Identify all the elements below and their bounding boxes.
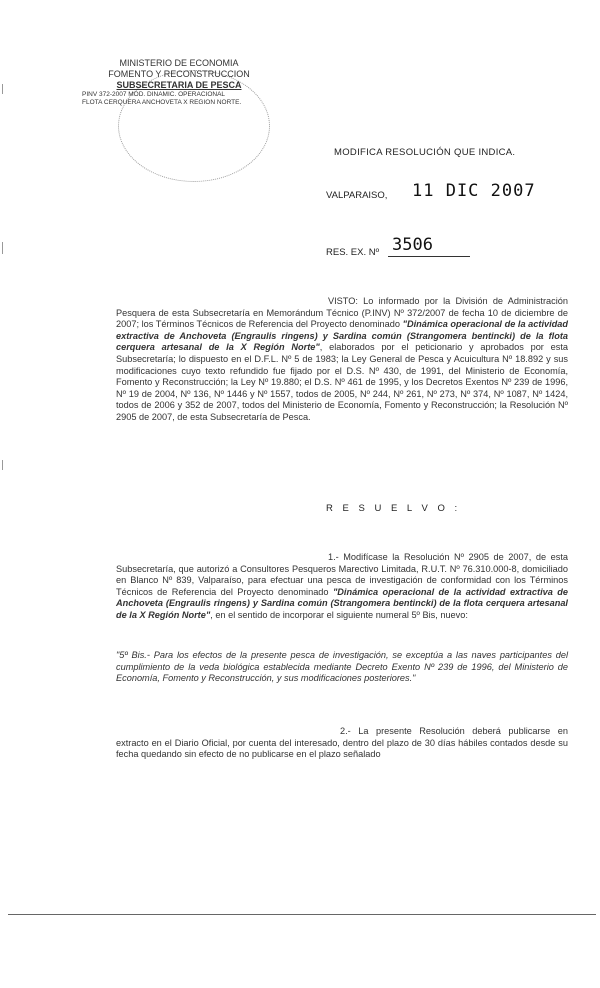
stamp-small-line: FLOTA CERQUERA ANCHOVETA X REGION NORTE. xyxy=(82,99,242,106)
margin-mark xyxy=(2,460,3,470)
resolution-underline xyxy=(388,256,470,257)
document-date-stamp: 11 DIC 2007 xyxy=(412,181,536,201)
resuelvo-heading: R E S U E L V O : xyxy=(326,503,461,514)
resuelvo-item-2: 2.- La presente Resolución deberá publicarse en extracto en el Diario Oficial, por cuenta del interesado, dentro del plazo de 30 días hábiles contados desde su fecha quedando sin efecto de no publicarse en el plazo señalado xyxy=(116,726,568,760)
stamp-small-line: PINV 372-2007 MOD. DINAMIC. OPERACIONAL xyxy=(82,91,226,98)
document-subject: MODIFICA RESOLUCIÓN QUE INDICA. xyxy=(334,147,516,158)
document-place: VALPARAISO, xyxy=(326,190,388,201)
margin-mark xyxy=(2,84,3,94)
visto-text: Lo informado por la División de Administración Pesquera de esta Subsecretaría en Memorándum Técnico (P.INV) Nº 372/2007 de fecha 10 de diciembre de 2007; los Términos Técnicos de Referencia del Proyecto denominado xyxy=(116,296,568,330)
visto-paragraph xyxy=(116,296,568,424)
resolution-number: 3506 xyxy=(392,235,433,255)
stamp-line: MINISTERIO DE ECONOMIA xyxy=(119,58,239,68)
page-footer-rule xyxy=(8,914,596,915)
resuelvo-item-1 xyxy=(116,552,568,622)
item1-project-title: "Dinámica operacional de la actividad extractiva de Anchoveta (Engraulis ringens) y Sardina común (Strangomera bentincki) de la flota cerquera artesanal de la X Región Norte" xyxy=(116,586,568,620)
resolution-label: RES. EX. Nº xyxy=(326,247,380,258)
margin-mark xyxy=(2,242,3,254)
stamp-line: FOMENTO Y RECONSTRUCCION xyxy=(108,69,250,79)
visto-lead: VISTO: xyxy=(328,296,358,306)
visto-text: , elaborados por el peticionario y aprobados por esta Subsecretaría; lo dispuesto en el D.F.L. Nº 5 de 1983; la Ley General de Pesca y Acuicultura Nº 18.892 y sus modificaciones cuyo texto refundido fue fijado por el D.S. Nº 430, de 1991, del Ministerio de Economía, Fomento y Reconstrucción; la Ley Nº 19.880; el D.S. Nº 461 de 1995, y los Decretos Exentos Nº 239 de 1996, Nº 19 de 2004, Nº 136, Nº 1446 y Nº 1557, todos de 2005, Nº 244, Nº 261, Nº 273, Nº 374, Nº 1087, Nº 1424, todos de 2006 y 352 de 2007, todos del Ministerio de Economía, Fomento y Reconstrucción; la Resolución Nº 2905 de 2007, de esta Subsecretaría de Pesca. xyxy=(116,342,568,422)
item1-text: 1.- Modifícase la Resolución Nº 2905 de 2007, de esta Subsecretaría, que autorizó a Consultores Pesqueros Marectivo Limitada, R.U.T. Nº 76.310.000-8, domiciliado en Blanco Nº 839, Valparaíso, para efectuar una pesca de investigación de conformidad con los Términos Técnicos de Referencia del Proyecto denominado xyxy=(116,552,568,597)
visto-project-title: "Dinámica operacional de la actividad extractiva de Anchoveta (Engraulis ringens) y Sardina común (Strangomera bentincki) de la flota cerquera artesanal de la X Región Norte" xyxy=(116,319,568,353)
ministry-stamp xyxy=(74,58,284,107)
stamp-subsecretaria: SUBSECRETARIA DE PESCA xyxy=(116,80,242,90)
numeral-5-bis-quote: "5º Bis.- Para los efectos de la presente pesca de investigación, se exceptúa a las naves participantes del cumplimiento de la veda biológica establecida mediante Decreto Exento Nº 239 de 1996, del Ministerio de Economía, Fomento y Reconstrucción, y sus modificaciones posteriores." xyxy=(116,650,568,684)
item1-text: , en el sentido de incorporar el siguiente numeral 5º Bis, nuevo: xyxy=(210,609,468,620)
